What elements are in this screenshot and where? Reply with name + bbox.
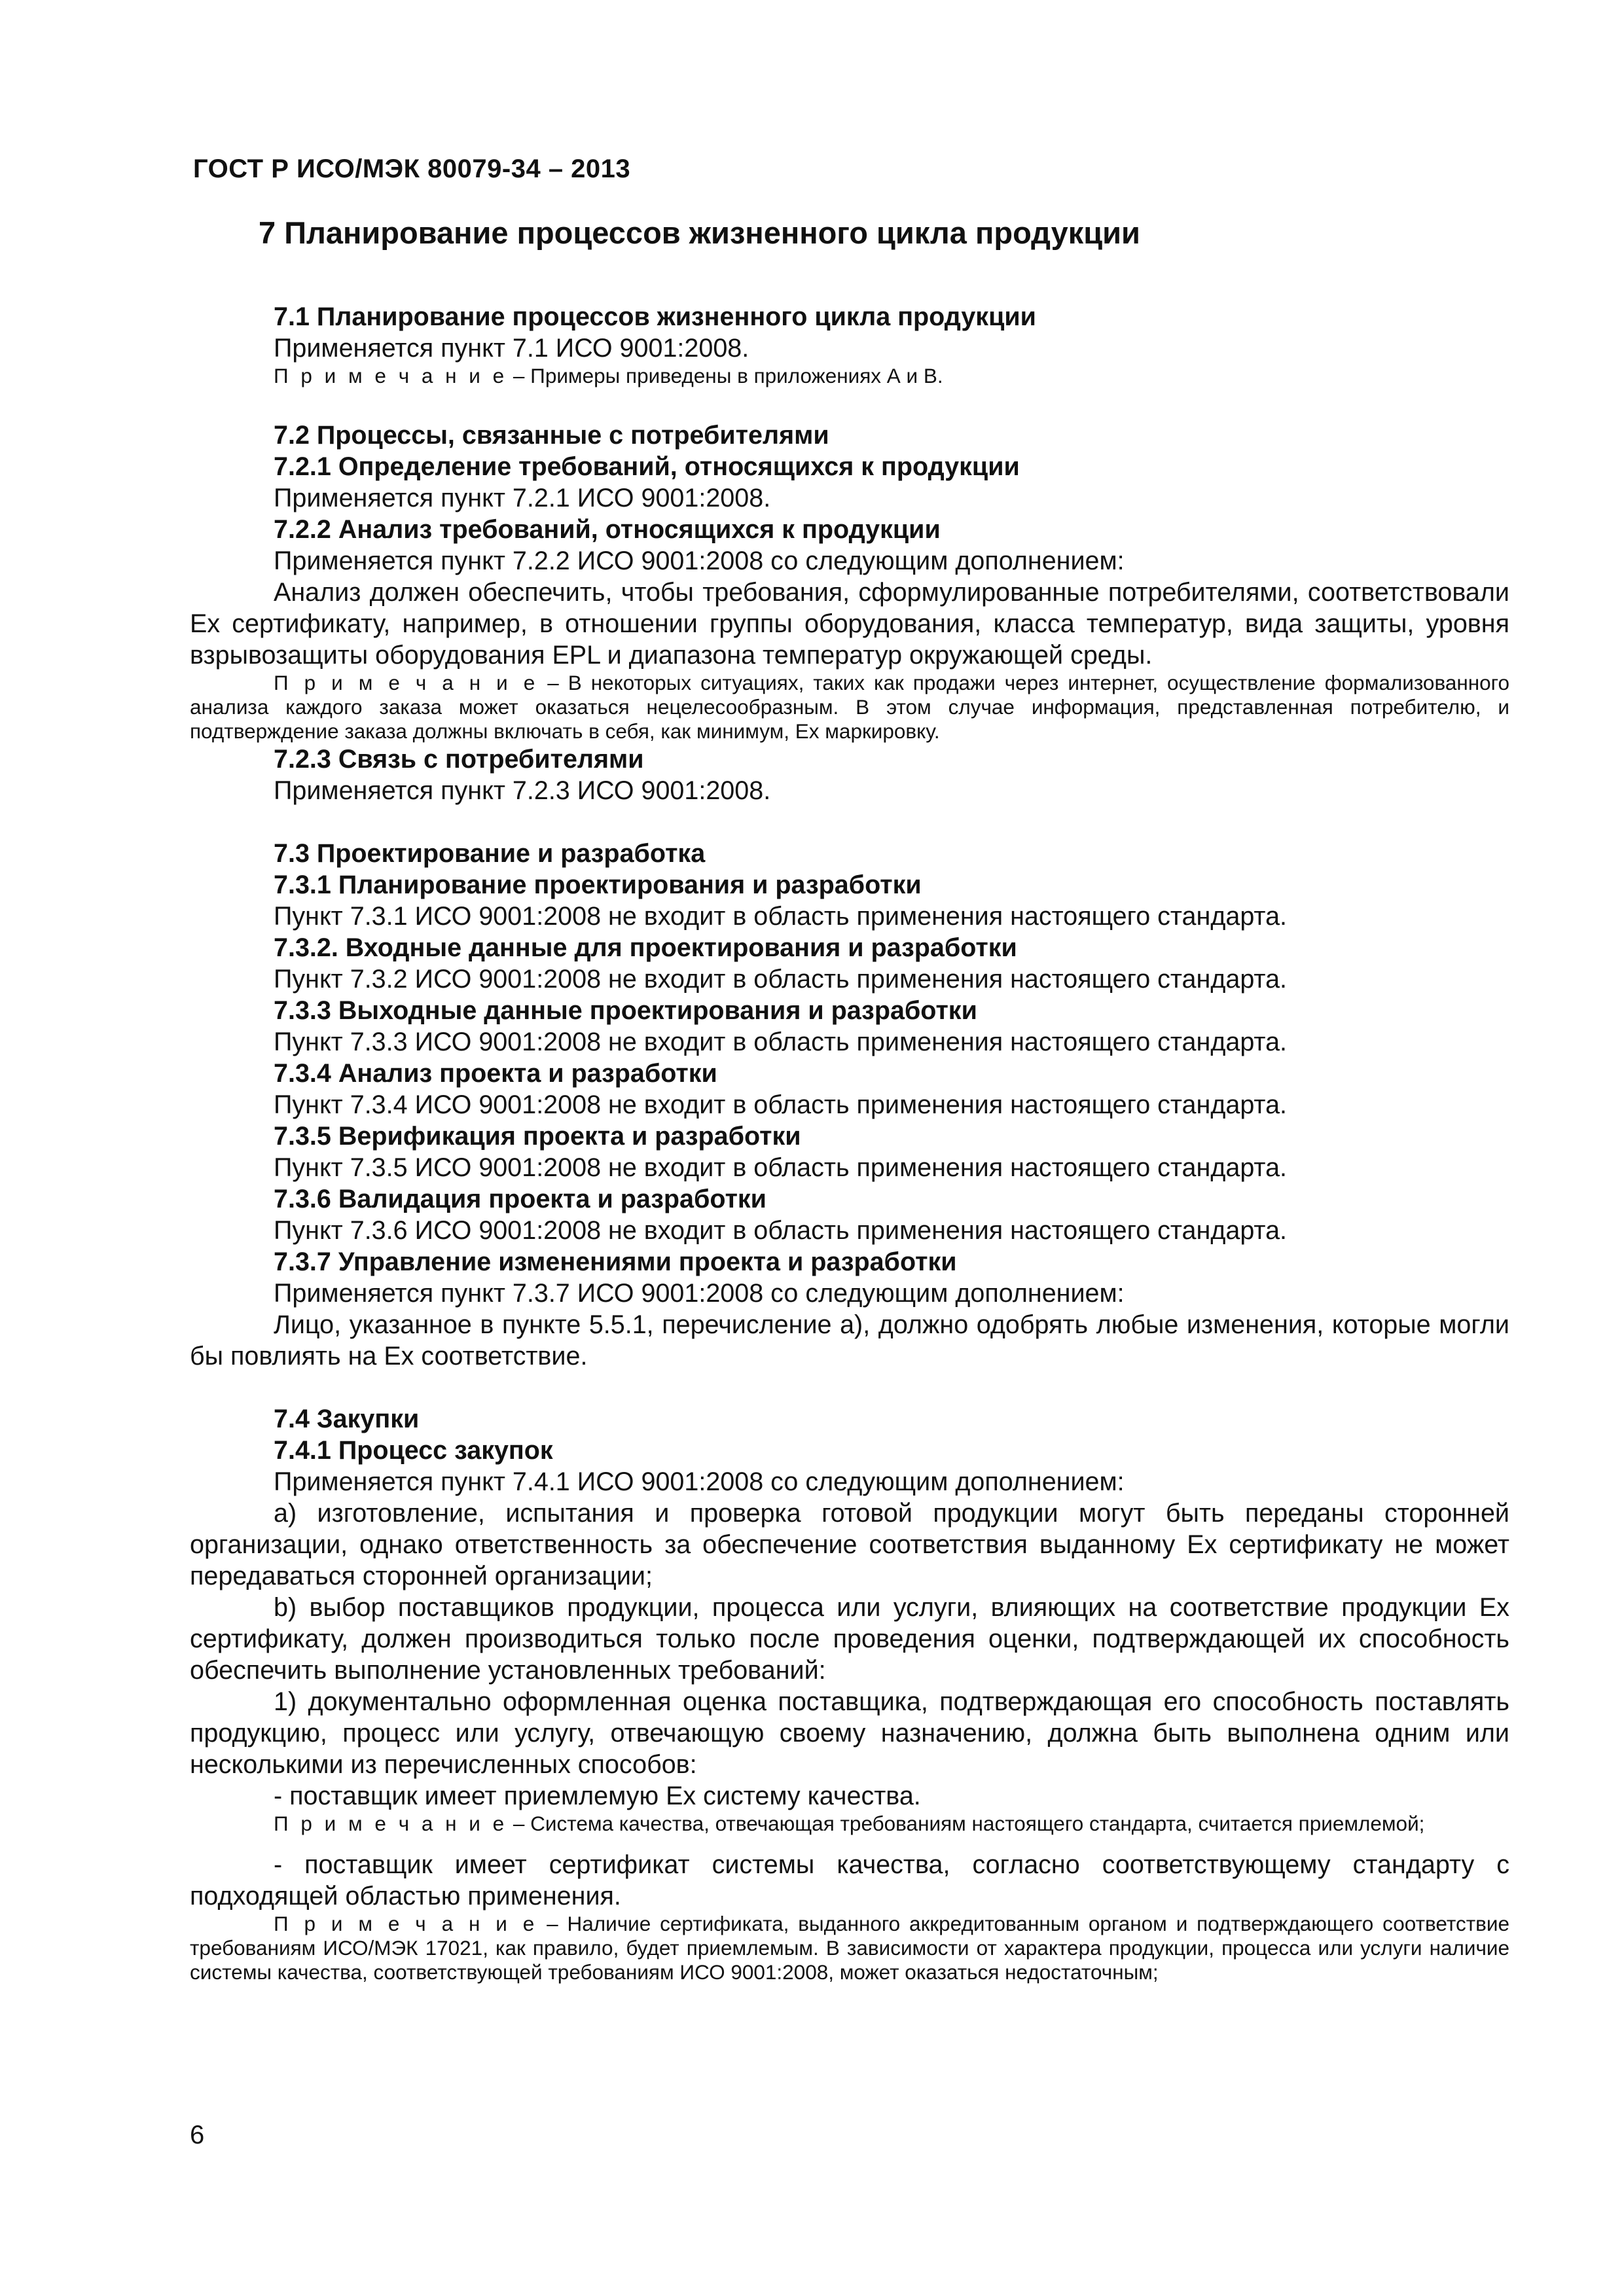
note-dash-1 — [190, 1812, 1509, 1836]
section-text-7-2-2: Применяется пункт 7.2.2 ИСО 9001:2008 со следующим дополнением: — [274, 547, 1125, 575]
section-heading-7-3-6: 7.3.6 Валидация проекта и разработки — [274, 1185, 767, 1213]
page-number: 6 — [190, 2121, 205, 2149]
paragraph-7-2-2: Анализ должен обеспечить, чтобы требования, сформулированные потребителями, соответствовали Ex сертификату, например, в отношении группы оборудования, класса температур, вида защиты, уровня взрывозащиты оборудования EPL и диапазона температур окружающей среды. — [190, 578, 1509, 670]
note-label: П р и м е ч а н и е — [274, 1912, 538, 1935]
note-text: – В некоторых ситуациях, таких как продажи через интернет, осуществление формализованного анализа каждого заказа может оказаться нецелесообразным. В этом случае информация, представленная потребителю, и подтверждение заказа должны включать в себя, как минимум, Ex маркировку. — [190, 671, 1509, 743]
section-text-7-3-7: Применяется пункт 7.3.7 ИСО 9001:2008 со следующим дополнением: — [274, 1279, 1125, 1308]
note-text: – Примеры приведены в приложениях А и В. — [513, 364, 943, 387]
section-text-7-1: Применяется пункт 7.1 ИСО 9001:2008. — [274, 334, 749, 363]
paragraph-7-3-7: Лицо, указанное в пункте 5.5.1, перечисление а), должно одобрять любые изменения, которые могли бы повлиять на Ex соответствие. — [190, 1310, 1509, 1371]
note-label: П р и м е ч а н и е — [274, 1812, 508, 1835]
section-heading-7-3-5: 7.3.5 Верификация проекта и разработки — [274, 1122, 801, 1151]
section-text-7-2-1: Применяется пункт 7.2.1 ИСО 9001:2008. — [274, 484, 771, 512]
list-item-1: 1) документально оформленная оценка поставщика, подтверждающая его способность поставлять продукцию, процесс или услугу, отвечающую своему назначению, должна быть выполнена одним или несколькими из перечисленных способов: — [190, 1687, 1509, 1779]
section-heading-7-2-2: 7.2.2 Анализ требований, относящихся к продукции — [274, 515, 941, 544]
section-heading-7-2-1: 7.2.1 Определение требований, относящихся к продукции — [274, 452, 1020, 481]
list-item-b: b) выбор поставщиков продукции, процесса или услуги, влияющих на соответствие продукции Ex сертификату, должен производиться только после проведения оценки, подтверждающей их способность обеспечить выполнение установленных требований: — [190, 1593, 1509, 1685]
list-item-a: а) изготовление, испытания и проверка готовой продукции могут быть переданы сторонней организации, однако ответственность за обеспечение соответствия выданному Ex сертификату не может передаваться сторонней организации; — [190, 1499, 1509, 1590]
section-text-7-4-1: Применяется пункт 7.4.1 ИСО 9001:2008 со следующим дополнением: — [274, 1467, 1125, 1496]
section-text-7-3-1: Пункт 7.3.1 ИСО 9001:2008 не входит в область применения настоящего стандарта. — [274, 902, 1288, 931]
section-text-7-3-5: Пункт 7.3.5 ИСО 9001:2008 не входит в область применения настоящего стандарта. — [274, 1153, 1288, 1182]
section-text-7-2-3: Применяется пункт 7.2.3 ИСО 9001:2008. — [274, 776, 771, 805]
section-heading-7-3-4: 7.3.4 Анализ проекта и разработки — [274, 1059, 717, 1088]
document-header: ГОСТ Р ИСО/МЭК 80079-34 – 2013 — [193, 154, 631, 183]
section-heading-7-4: 7.4 Закупки — [274, 1405, 420, 1433]
dash-item-1: - поставщик имеет приемлемую Ex систему качества. — [274, 1782, 921, 1810]
section-heading-7-3: 7.3 Проектирование и разработка — [274, 839, 706, 868]
section-heading-7-4-1: 7.4.1 Процесс закупок — [274, 1436, 553, 1465]
note-label: П р и м е ч а н и е — [274, 364, 508, 387]
note-dash-2 — [190, 1912, 1509, 1984]
section-heading-7-1: 7.1 Планирование процессов жизненного цикла продукции — [274, 302, 1036, 331]
note-7-2-2 — [190, 671, 1509, 744]
note-text: – Система качества, отвечающая требованиям настоящего стандарта, считается приемлемой; — [513, 1812, 1425, 1835]
section-heading-7-3-7: 7.3.7 Управление изменениями проекта и разработки — [274, 1247, 957, 1276]
section-heading-7-2-3: 7.2.3 Связь с потребителями — [274, 745, 644, 774]
section-text-7-3-4: Пункт 7.3.4 ИСО 9001:2008 не входит в область применения настоящего стандарта. — [274, 1090, 1288, 1119]
note-label: П р и м е ч а н и е — [274, 671, 539, 694]
dash-item-2: - поставщик имеет сертификат системы качества, согласно соответствующему стандарту с подходящей областью применения. — [190, 1850, 1509, 1910]
section-heading-7-3-2: 7.3.2. Входные данные для проектирования и разработки — [274, 933, 1017, 962]
note-text: – Наличие сертификата, выданного аккредитованным органом и подтверждающего соответствие требованиям ИСО/МЭК 17021, как правило, будет приемлемым. В зависимости от характера продукции, процесса или услуги наличие системы качества, соответствующей требованиям ИСО 9001:2008, может оказаться недостаточным; — [190, 1912, 1509, 1984]
chapter-title: 7 Планирование процессов жизненного цикла продукции — [259, 215, 1140, 250]
section-text-7-3-2: Пункт 7.3.2 ИСО 9001:2008 не входит в область применения настоящего стандарта. — [274, 965, 1288, 994]
note-7-1 — [190, 364, 1509, 388]
section-text-7-3-3: Пункт 7.3.3 ИСО 9001:2008 не входит в область применения настоящего стандарта. — [274, 1028, 1288, 1056]
section-heading-7-2: 7.2 Процессы, связанные с потребителями — [274, 421, 829, 450]
section-heading-7-3-3: 7.3.3 Выходные данные проектирования и разработки — [274, 996, 977, 1025]
section-heading-7-3-1: 7.3.1 Планирование проектирования и разработки — [274, 870, 922, 899]
document-body — [190, 301, 1509, 1984]
section-text-7-3-6: Пункт 7.3.6 ИСО 9001:2008 не входит в область применения настоящего стандарта. — [274, 1216, 1288, 1245]
